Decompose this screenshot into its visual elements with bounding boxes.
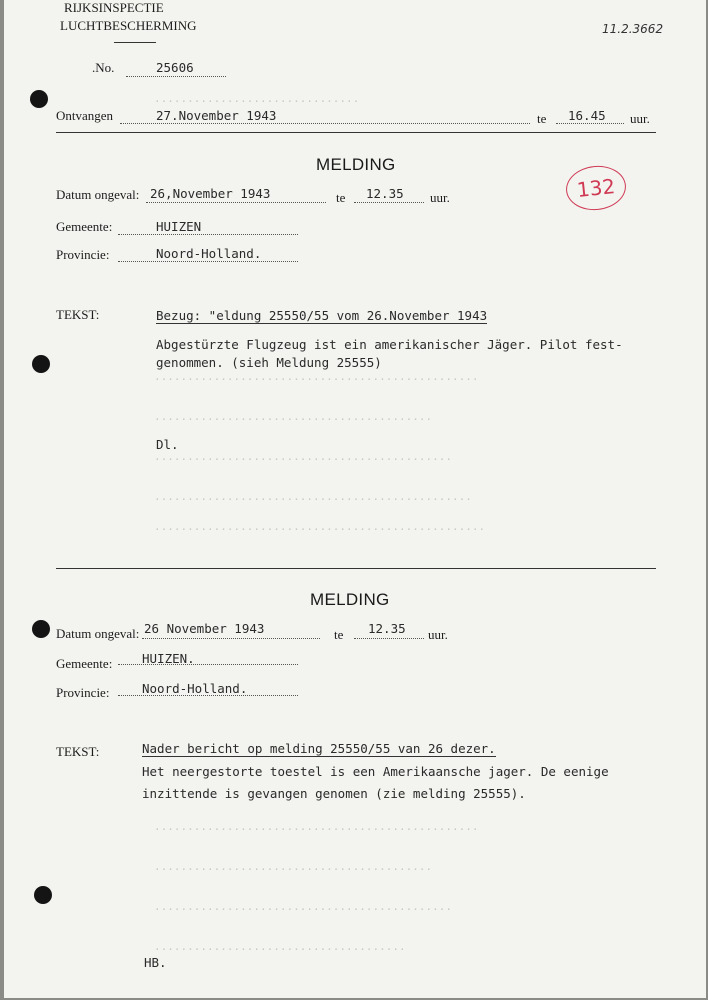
report2-te-label: te [334,627,344,642]
report1-te-label: te [336,190,346,205]
bleed-through: .......................................... [154,860,433,873]
org-line1: RIJKSINSPECTIE [64,0,164,15]
report2-time-value: 12.35 [368,621,406,636]
report2-tekst-label: TEKST: [56,744,100,759]
report1-provincie-label: Provincie: [56,247,110,262]
report1-gemeente-label: Gemeente: [56,219,113,234]
report-divider [56,568,656,569]
report1-provincie-value: Noord-Holland. [156,246,262,261]
org-line2: LUCHTBESCHERMING [60,18,197,33]
report1-date-dotline [146,202,326,203]
report1-tekst-label: TEKST: [56,307,100,322]
report2-provincie-dotline [118,695,298,696]
received-time-dotline [556,123,624,124]
report2-gemeente-dotline [118,664,298,665]
report2-time-dotline [354,638,424,639]
report1-date-value: 26,November 1943 [150,186,271,201]
report2-gemeente-value: HUIZEN. [142,651,195,666]
report2-date-dotline [142,638,320,639]
received-dotline [120,123,530,124]
report1-time-value: 12.35 [366,186,404,201]
report2-date-label: Datum ongeval: [56,626,140,641]
report1-time-dotline [354,202,424,203]
red-number-stamp: 132 [564,163,628,213]
bleed-through: ............................................. [154,450,453,463]
number-label: .No. [92,60,115,75]
archive-reference: 11.2.3662 [602,22,664,36]
bleed-through: ...................................... [154,940,406,953]
report1-title: MELDING [316,155,396,174]
report1-gemeente-value: HUIZEN [156,219,202,234]
punch-hole [34,886,52,904]
number-dotline [126,76,226,77]
report2-signature: HB. [144,955,167,970]
report1-date-label: Datum ongeval: [56,187,140,202]
bleed-through: ................................................. [154,820,479,833]
punch-hole [32,355,50,373]
report2-body-line1: Het neergestorte toestel is een Amerikaansche jager. De eenige [142,764,609,779]
bleed-through: .................................................. [154,520,486,533]
bleed-through: .......................................... [154,410,433,423]
report2-provincie-label: Provincie: [56,685,110,700]
received-te-label: te [537,111,547,126]
received-uur-label: uur. [630,111,650,126]
report2-provincie-value: Noord-Holland. [142,681,248,696]
report2-gemeente-label: Gemeente: [56,656,113,671]
report2-date-value: 26 November 1943 [144,621,265,636]
report1-signature: Dl. [156,437,179,452]
report1-uur-label: uur. [430,190,450,205]
report1-provincie-dotline [118,261,298,262]
org-underline [114,42,156,43]
bleed-through: ................................................ [154,490,472,503]
bleed-through: ................................................. [154,370,479,383]
received-label: Ontvangen [56,108,114,123]
header-divider [56,132,656,133]
number-value: 25606 [156,60,194,75]
bleed-through: ............................... [154,92,360,105]
report1-body-line2: genommen. (sieh Meldung 25555) [156,355,382,370]
report1-gemeente-dotline [118,234,298,235]
received-time: 16.45 [568,108,606,123]
report2-body-line2: inzittende is gevangen genomen (zie melding 25555). [142,786,526,801]
bleed-through: ............................................. [154,900,453,913]
report1-subject: Bezug: "eldung 25550/55 vom 26.November 1943 [156,308,488,323]
received-date: 27.November 1943 [156,108,277,123]
report2-subject: Nader bericht op melding 25550/55 van 26 dezer. [142,741,496,756]
report2-uur-label: uur. [428,627,448,642]
report2-title: MELDING [310,590,390,609]
punch-hole [32,620,50,638]
punch-hole [30,90,48,108]
report1-body-line1: Abgestürzte Flugzeug ist ein amerikanischer Jäger. Pilot fest- [156,337,623,352]
document-page [4,0,706,998]
